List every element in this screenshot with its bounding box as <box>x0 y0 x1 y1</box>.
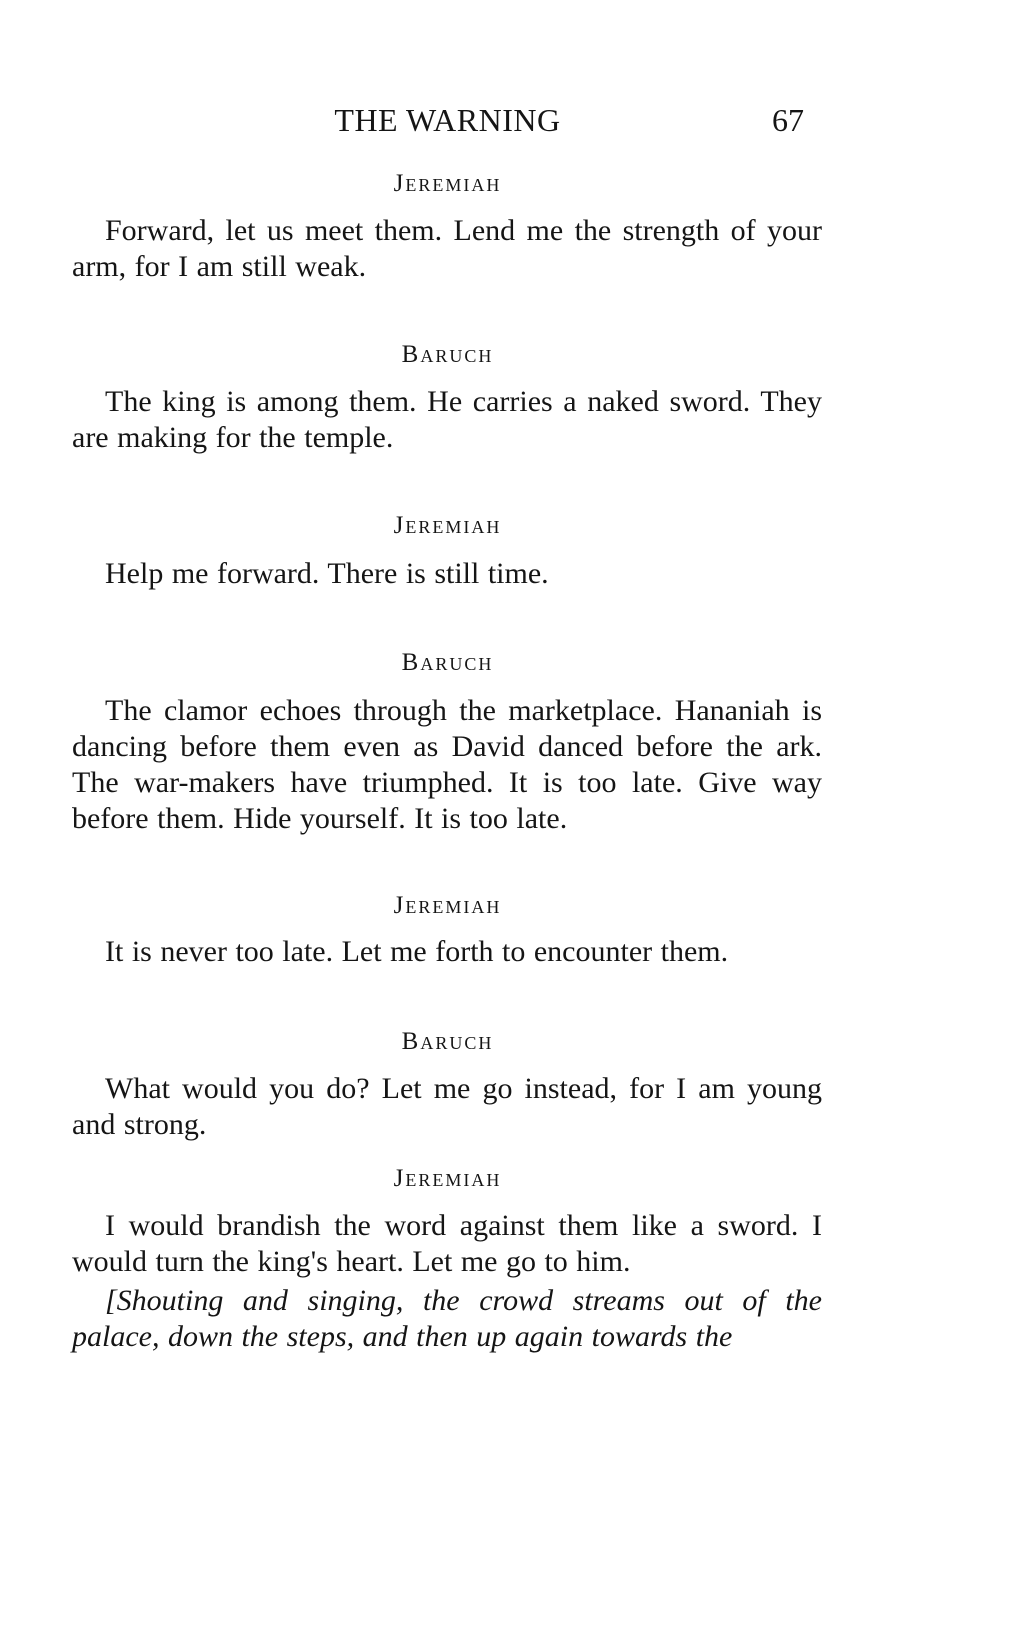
speaker-name: Jeremiah <box>393 512 502 539</box>
speech-text: Help me forward. There is still time. <box>105 557 549 590</box>
speaker-name: Jeremiah <box>393 892 502 919</box>
speech-text: The king is among them. He carries a naked sword. They are making for the temple. <box>72 385 822 454</box>
speaker-name: Jeremiah <box>393 170 502 197</box>
running-head <box>0 102 1017 146</box>
speaker-name: Baruch <box>401 341 494 368</box>
speech-text: Forward, let us meet them. Lend me the strength of your arm, for I am still weak. <box>72 214 822 283</box>
speech-text: The clamor echoes through the marketplace. Hananiah is dancing before them even as David danced before the ark. The war-makers have triumphed. It is too late. Give way before them. Hide yourself. It is too late. <box>72 694 822 835</box>
speech-text: What would you do? Let me go instead, for I am young and strong. <box>72 1072 822 1141</box>
speaker-name: Jeremiah <box>393 1165 502 1192</box>
speaker-name: Baruch <box>401 1028 494 1055</box>
speaker-name: Baruch <box>401 649 494 676</box>
running-title: THE WARNING <box>334 102 561 138</box>
page-number: 67 <box>772 102 804 138</box>
speech-text: I would brandish the word against them like a sword. I would turn the king's heart. Let me go to him. <box>72 1209 822 1278</box>
stage-direction: [Shouting and singing, the crowd streams out of the palace, down the steps, and then up again towards the <box>72 1284 822 1353</box>
speech-text: It is never too late. Let me forth to encounter them. <box>105 935 729 968</box>
